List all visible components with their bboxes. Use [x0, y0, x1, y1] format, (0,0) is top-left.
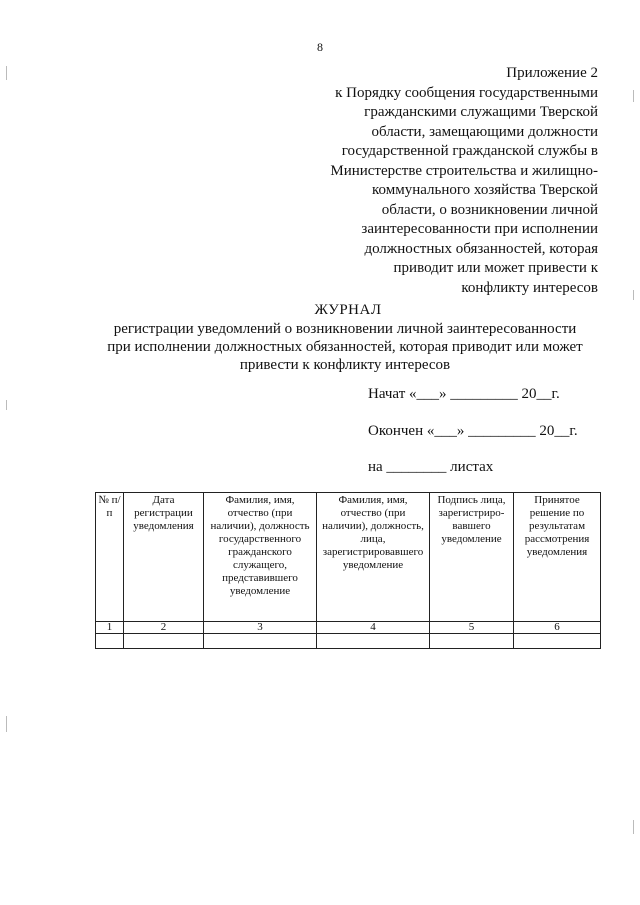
table-row — [96, 634, 601, 649]
journal-subtitle-line: при исполнении должностных обязанностей, которая приводит или может — [107, 339, 583, 355]
column-number: 5 — [430, 622, 514, 634]
table-cell — [124, 634, 204, 649]
scan-mark — [6, 66, 7, 80]
page-number: 8 — [317, 40, 323, 54]
journal-finished: Окончен «___» _________ 20__г. — [368, 423, 578, 439]
journal-sheets: на ________ листах — [368, 459, 494, 475]
appendix-line: области, замещающими должности — [371, 123, 598, 140]
appendix-note — [298, 64, 598, 298]
table-cell — [204, 634, 317, 649]
header-employee: Фамилия, имя, отчество (при наличии), должность государственного гражданского служащего, представившего уведомление — [204, 493, 317, 622]
journal-started: Начат «___» _________ 20__г. — [368, 386, 560, 402]
journal-table — [95, 492, 601, 649]
column-number: 3 — [204, 622, 317, 634]
table-cell — [96, 634, 124, 649]
table-cell — [317, 634, 430, 649]
appendix-line: гражданскими служащими Тверской — [364, 104, 598, 120]
appendix-line: государственной гражданской службы в — [341, 143, 598, 159]
appendix-line: заинтересованности при исполнении — [361, 221, 598, 237]
journal-subtitle-line: привести к конфликту интересов — [239, 357, 451, 373]
header-number: № п/п — [96, 493, 124, 622]
journal-subtitle-line: регистрации уведомлений о возникновении личной заинтересованности — [113, 321, 577, 337]
table-header-row — [96, 493, 601, 622]
scan-mark — [633, 290, 634, 300]
column-number: 4 — [317, 622, 430, 634]
table-cell — [514, 634, 601, 649]
appendix-line: к Порядку сообщения государственными — [335, 84, 598, 101]
header-decision: Принятое решение по результатам рассмотрения уведомления — [514, 493, 601, 622]
appendix-line: Приложение 2 — [506, 65, 598, 81]
header-date: Дата регистрации уведомления — [124, 493, 204, 622]
appendix-line: коммунального хозяйства Тверской — [372, 182, 598, 198]
scan-mark — [6, 716, 7, 732]
column-number: 2 — [124, 622, 204, 634]
appendix-line: конфликту интересов — [461, 279, 598, 296]
appendix-line: должностных обязанностей, которая — [364, 240, 598, 257]
journal-title: ЖУРНАЛ — [314, 302, 382, 318]
header-signature: Подпись лица, зарегистриро-вавшего уведомление — [430, 493, 514, 622]
appendix-line: приводит или может привести к — [393, 260, 598, 276]
header-registrar: Фамилия, имя, отчество (при наличии), должность, лица, зарегистрировавшего уведомление — [317, 493, 430, 622]
appendix-line: Министерстве строительства и жилищно- — [330, 162, 598, 179]
scan-mark — [6, 400, 7, 410]
scan-mark — [633, 820, 634, 834]
table-cell — [430, 634, 514, 649]
table-number-row — [96, 622, 601, 634]
journal-subtitle — [80, 320, 610, 374]
column-number: 6 — [514, 622, 601, 634]
column-number: 1 — [96, 622, 124, 634]
appendix-line: области, о возникновении личной — [381, 201, 598, 218]
scan-mark — [633, 90, 634, 102]
